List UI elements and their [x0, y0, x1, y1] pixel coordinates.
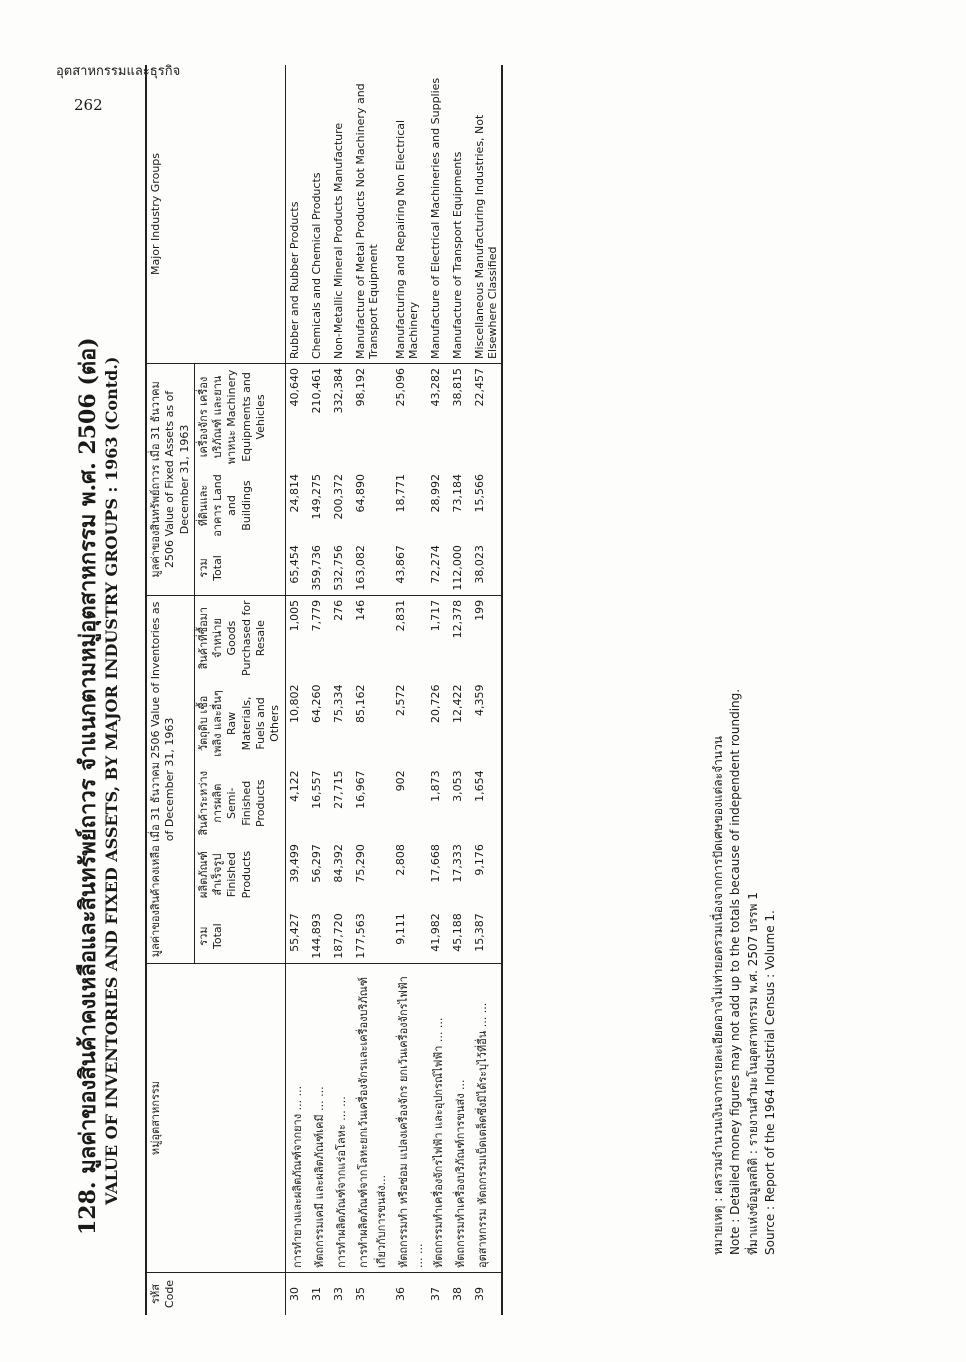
- row-group-thai: อุตสาหกรรม หัตถกรรมเบ็ดเตล็ดซึ่งมิได้ระบุไว้ที่อื่น ... ...: [471, 964, 502, 1273]
- running-header: อุตสาหกรรมและธุรกิจ: [56, 64, 181, 79]
- fa-land: 15,566: [471, 470, 502, 541]
- row-group-english: Miscellaneous Manufacturing Industries, Not Elsewhere Classified: [471, 65, 502, 364]
- inv-finished: 39,499: [287, 844, 301, 883]
- data-table: [145, 65, 503, 1315]
- fa-machinery: 43,282: [428, 368, 442, 407]
- col-inv-resale: สินค้าที่ซื้อมาจำหน่าย Goods Purchased for Resale: [194, 595, 285, 680]
- inv-semi: 902: [393, 770, 407, 792]
- inv-semi: 27,715: [331, 770, 345, 809]
- row-group-thai: การทำผลิตภัณฑ์จากโลหะยกเว้นเครื่องจักรและเครื่องบริภัณฑ์เกี่ยวกับการขนส่ง...: [352, 964, 392, 1273]
- inv-resale: 1,005: [287, 599, 301, 632]
- inv-resale: 7,779: [309, 599, 323, 632]
- inv-semi: 1,873: [428, 770, 442, 802]
- col-fa-total: รวม Total: [194, 541, 285, 595]
- row-code: 35: [353, 1287, 367, 1301]
- inv-raw: 75,334: [331, 684, 345, 723]
- fa-machinery: 332,384: [331, 368, 345, 414]
- table-notes: [710, 689, 780, 1255]
- table-row: [449, 65, 471, 1315]
- fa-land: 18,771: [393, 473, 407, 513]
- fa-machinery: 22,457: [471, 364, 502, 470]
- inv-raw: 64,260: [309, 684, 323, 723]
- row-code: 36: [393, 1287, 407, 1301]
- fa-total: 163,082: [352, 541, 392, 595]
- inv-semi: 16,557: [309, 770, 323, 809]
- fa-total: 359,736: [308, 541, 330, 595]
- source-english: Source : Report of the 1964 Industrial Census : Volume 1.: [763, 910, 778, 1255]
- fa-machinery: 40,640: [287, 368, 301, 407]
- inv-raw: 12,422: [450, 684, 464, 723]
- row-code: 31: [309, 1287, 323, 1301]
- inv-resale: 276: [331, 599, 345, 621]
- inv-semi: 3,053: [450, 770, 464, 802]
- fa-land: 149,275: [309, 473, 323, 520]
- table-title-thai: 128. มูลค่าของสินค้าคงเหลือและสินทรัพย์ถาวร จำแนกตามหมู่อุตสาหกรรม พ.ศ. 2506 (ต่อ): [75, 337, 101, 1235]
- inv-raw: 10,802: [287, 684, 301, 723]
- col-inv-total: รวม Total: [194, 909, 285, 963]
- inv-finished: 9,176: [471, 840, 502, 909]
- row-group-english: Manufacture of Transport Equipments: [449, 65, 471, 364]
- fa-land: 64,890: [353, 473, 367, 513]
- row-code: 39: [471, 1273, 502, 1316]
- fa-machinery: 210,461: [309, 368, 323, 414]
- inv-finished: 2,808: [393, 844, 407, 876]
- fa-land: 200,372: [331, 473, 345, 520]
- fa-total: 65,454: [285, 541, 308, 595]
- col-fa-land: ที่ดินและอาคาร Land and Buildings: [194, 470, 285, 541]
- inv-total: 45,188: [449, 909, 471, 963]
- row-group-thai: หัตถกรรมเคมี และผลิตภัณฑ์เคมี ... ...: [308, 964, 330, 1273]
- row-code: 37: [428, 1287, 442, 1301]
- rotated-table-page: [70, 65, 810, 1315]
- inv-finished: 17,668: [428, 844, 442, 883]
- inv-resale: 146: [353, 599, 367, 621]
- fa-total: 43,867: [392, 541, 427, 595]
- table-row: [352, 65, 392, 1315]
- inv-raw: 85,162: [353, 684, 367, 723]
- inv-finished: 56,297: [309, 844, 323, 883]
- inv-raw: 20,726: [428, 684, 442, 723]
- inv-resale: 12,378: [450, 599, 464, 639]
- fa-machinery: 38,815: [450, 368, 464, 407]
- col-inv-finished: ผลิตภัณฑ์สำเร็จรูป Finished Products: [194, 840, 285, 909]
- table-row: [392, 65, 427, 1315]
- inv-semi: 4,122: [287, 770, 301, 802]
- table-row: [471, 65, 502, 1315]
- row-code: 33: [331, 1287, 345, 1301]
- row-group-english: Manufacturing and Repairing Non Electrical Machinery: [392, 65, 427, 364]
- table-row: [330, 65, 352, 1315]
- row-group-thai: หัตถกรรมทำเครื่องจักรไฟฟ้า และอุปกรณ์ไฟฟ้า ... ...: [427, 964, 449, 1273]
- inv-total: 177,563: [352, 909, 392, 963]
- row-code: 30: [287, 1287, 301, 1301]
- inv-total: 55,427: [285, 909, 308, 963]
- row-group-english: Non-Metallic Mineral Products Manufacture: [330, 65, 352, 364]
- row-group-thai: การทำผลิตภัณฑ์จากแร่อโลหะ ... ...: [330, 964, 352, 1273]
- table-row: [427, 65, 449, 1315]
- table-title-english: VALUE OF INVENTORIES AND FIXED ASSETS, BY MAJOR INDUSTRY GROUPS : 1963 (Contd.): [102, 356, 121, 1205]
- fa-land: 28,992: [428, 473, 442, 513]
- inv-raw: 2,572: [393, 684, 407, 716]
- inv-resale: 2,831: [393, 599, 407, 632]
- inv-resale: 199: [471, 595, 502, 680]
- inv-finished: 75,290: [353, 844, 367, 883]
- fa-land: 24,814: [287, 473, 301, 513]
- note-english: Note : Detailed money figures may not add up to the totals because of independent rounding.: [728, 688, 743, 1255]
- col-fa-machinery: เครื่องจักร เครื่องบริภัณฑ์ และยานพาหนะ Machinery Equipments and Vehicles: [194, 364, 285, 470]
- page-number: 262: [74, 96, 103, 114]
- row-group-english: Manufacture of Electrical Machineries and Supplies: [427, 65, 449, 364]
- inv-finished: 17,333: [450, 844, 464, 883]
- row-group-thai: หัตถกรรมทำเครื่องบริภัณฑ์การขนส่ง ...: [449, 964, 471, 1273]
- fa-machinery: 98,192: [353, 368, 367, 407]
- row-group-thai: การทำยางและผลิตภัณฑ์จากยาง ... ...: [285, 964, 308, 1273]
- table-body: [285, 65, 502, 1315]
- fa-total: 38,023: [471, 541, 502, 595]
- col-code: รหัส Code: [146, 1273, 285, 1316]
- col-inv-semi: สินค้าระหว่างการผลิต Semi-Finished Products: [194, 766, 285, 840]
- col-fixed-assets: มูลค่าของสินทรัพย์ถาวร เมื่อ 31 ธันวาคม 2506 Value of Fixed Assets as of December 31, 1963: [146, 364, 194, 596]
- col-inventories: มูลค่าของสินค้าคงเหลือ เมื่อ 31 ธันวาคม 2506 Value of Inventories as of December 31, 1963: [146, 595, 194, 963]
- inv-total: 41,982: [427, 909, 449, 963]
- row-group-english: Chemicals and Chemical Products: [308, 65, 330, 364]
- inv-raw: 4,359: [471, 680, 502, 766]
- inv-total: 9,111: [392, 909, 427, 963]
- inv-semi: 16,967: [353, 770, 367, 809]
- table-row: [285, 65, 308, 1315]
- table-row: [308, 65, 330, 1315]
- inv-total: 187,720: [330, 909, 352, 963]
- fa-machinery: 25,096: [393, 368, 407, 407]
- row-group-english: Rubber and Rubber Products: [285, 65, 308, 364]
- note-thai: หมายเหตุ : ผลรวมจำนวนเงินจากรายละเอียดอาจไม่เท่ายอดรวมเนื่องจากการปัดเศษของแต่ละจำนวน: [711, 735, 725, 1255]
- row-group-thai: หัตถกรรมทำ หรือซ่อม แปลงเครื่องจักร ยกเว้นเครื่องจักรไฟฟ้า ... ...: [392, 964, 427, 1273]
- inv-semi: 1,654: [471, 766, 502, 840]
- col-group-english: Major Industry Groups: [146, 65, 285, 364]
- fa-total: 72,274: [427, 541, 449, 595]
- fa-total: 112,000: [449, 541, 471, 595]
- fa-land: 73,184: [450, 473, 464, 513]
- inv-total: 144,893: [308, 909, 330, 963]
- col-group-thai: หมู่อุตสาหกรรม: [146, 964, 285, 1273]
- inv-resale: 1,717: [428, 599, 442, 632]
- inv-finished: 84,392: [331, 844, 345, 883]
- source-thai: ที่มาแห่งข้อมูลสถิติ : รายงานสำมะโนอุตสาหกรรม พ.ศ. 2507 บรรพ 1: [745, 892, 760, 1255]
- row-code: 38: [450, 1287, 464, 1301]
- fa-total: 532,756: [330, 541, 352, 595]
- inv-total: 15,387: [471, 909, 502, 963]
- col-inv-raw: วัตถุดิบ เชื้อเพลิง และอื่นๆ Raw Materials, Fuels and Others: [194, 680, 285, 766]
- row-group-english: Manufacture of Metal Products Not Machinery and Transport Equipment: [352, 65, 392, 364]
